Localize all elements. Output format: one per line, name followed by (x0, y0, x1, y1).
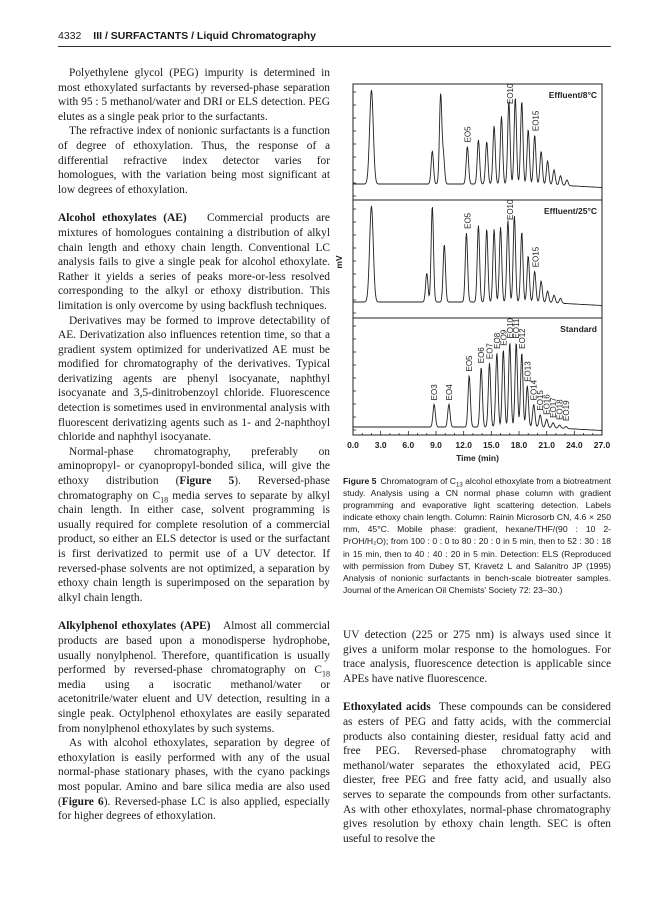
peak-label: EO5 (463, 212, 473, 229)
peak-label: EO14 (529, 379, 539, 401)
peak-label: EO13 (523, 361, 533, 382)
peak-label: EO5 (463, 126, 473, 143)
section-heading: Alkylphenol ethoxylates (APE) (58, 620, 211, 633)
page-number: 4332 (58, 30, 82, 42)
svg-text:21.0: 21.0 (538, 440, 555, 450)
svg-text:15.0: 15.0 (483, 440, 500, 450)
header-rule (58, 46, 611, 47)
running-title: III / SURFACTANTS / Liquid Chromatography (93, 30, 316, 42)
svg-text:6.0: 6.0 (402, 440, 415, 450)
section-heading: Alcohol ethoxylates (AE) (58, 212, 187, 225)
peak-label: EO15 (536, 390, 546, 411)
peak-label: EO10 (505, 199, 515, 220)
peak-label: EO3 (430, 384, 440, 401)
peak-label: EO10 (505, 318, 515, 339)
figure-5-chromatogram (330, 50, 620, 470)
peak-label: EO6 (477, 347, 487, 364)
figure-reference[interactable]: Figure 5 (179, 475, 235, 488)
paragraph: Alkylphenol ethoxylates (APE) Almost all commercial products are based upon a monodisperse hydrophobe, usually nonylphenol. Therefore, quantification is usually performed by reversed-phase chromatography on $C_{18}$ media using a isocratic methanol/water or acetonitrile/water eluent and UV detection, resulting in a single peak. Octylphenol ethoxylates are easily separated from nonylphenol ethoxylates by such systems. (58, 620, 330, 735)
paragraph: Polyethylene glycol (PEG) impurity is determined in most ethoxylated surfactants by reversed-phase separation with 95 : 5 methanol/water and DRI or ELS detection. PEG elutes as a single peak prior to the surfactants. (58, 67, 330, 123)
peak-label: EO12 (517, 328, 527, 349)
panel-label: Standard (560, 324, 597, 334)
svg-text:0.0: 0.0 (347, 440, 359, 450)
peak-label: EO7 (485, 343, 495, 360)
paragraph: Alcohol ethoxylates (AE) Commercial products are mixtures of homologues containing a distribution of alkyl chain length and ethoxy chain length. Conventional LC analysis fails to give a single peak for alcohol ethoxylate. Rather it yields a series of peaks more-or-less resolved corresponding to the alkyl or ethoxy distribution. This limitation is only overcome by using backflush techniques. (58, 212, 330, 312)
figure-reference[interactable]: Figure 6 (61, 795, 104, 808)
peak-label: EO17 (549, 397, 559, 418)
peak-label: EO5 (465, 355, 475, 372)
svg-text:Time (min): Time (min) (456, 453, 499, 463)
peak-label: EO9 (499, 329, 509, 346)
peak-label: EO15 (531, 110, 541, 132)
svg-text:24.0: 24.0 (566, 440, 583, 450)
figure-caption: Figure 5 Chromatogram of $C_{13}$ alcohol ethoxylate from a biotreatment study. Analysis using a CN normal phase column with gradient programming and evaporative light scattering detection. Labels indicate ethoxy chain length. Column: Rainin Microsorb CN, 4.6 × 250 mm, 45°C. Mobile phase: gradient, hexane/THF/(90 : 10 2-PrOH/H₂O); from 100 : 0 : 0 to 80 : 20 : 0 in 5 min, then to 52 : 30 : 18 in 15 min, then to 40 : 40 : 20 in 5 min. Detection: ELS (Reproduced with permission from Dubey ST, Kravetz L and Salanitro JP (1995) Analysis of nonionic surfactants in bench-scale biotreater samples. Journal of the American Oil Chemists' Society 72: 23–30.) (343, 476, 611, 595)
paragraph: Normal-phase chromatography, preferably on aminopropyl- or cyanopropyl-bonded silica, will give the ethoxy distribution (Figure 5). Reversed-phase chromatography on $C_{18}$ media serves to separate by alkyl chain length. In either case, solvent programming is usually required for complete resolution of a commercial product, so either an ELS detector is used or the surfactant is first derivatized to permit use of a UV detector. If reversed-phase solvents are not optimized, a separation by ethoxy chain length is superimposed on the separation by alkyl chain length. (58, 445, 330, 604)
peak-label: EO10 (505, 83, 515, 104)
chromatogram-plot (330, 50, 620, 470)
svg-text:18.0: 18.0 (510, 440, 528, 450)
paragraph: Ethoxylated acids These compounds can be considered as esters of PEG and fatty acids, with the commercial products also containing diester, residual fatty acid and free PEG. Reversed-phase chromatography with methanol/water separates the ethoxylated acid, PEG diester, free PEG and free fatty acid, and usually also serves to separate the compounds from other surfactants. As with other ethoxylates, normal-phase chromatography gives resolution by ethoxy chain length. SEC is often useful to resolve the (343, 701, 612, 845)
trace-0 (353, 90, 602, 188)
running-header (58, 30, 611, 44)
paragraph: Derivatives may be formed to improve detectability of AE. Derivatization also influences retention time, so that a gradient system optimized for underivatized AE must be modified for chromatography of the derivatives. Typical derivatizing agents are phenyl isocyanate, naphthyl isocyanate and 3,5-dinitrobenzoyl chloride. Fluorescence detection is sometimes used in environmental analysis with fluorescent derivatizing agents such as 1- and 2-naphthoyl chloride and naphthyl isocyanate. (58, 314, 330, 444)
svg-text:mV: mV (334, 255, 344, 269)
paragraph: As with alcohol ethoxylates, separation by degree of ethoxylation is easily performed with any of the usual normal-phase stationary phases, with the cyano packings most popular. Amino and bare silica media are also used (Figure 6). Reversed-phase LC is also applied, especially for higher degrees of ethoxylation. (58, 737, 330, 823)
peak-label: EO18 (555, 399, 565, 420)
svg-text:3.0: 3.0 (374, 440, 387, 450)
trace-1 (353, 206, 602, 306)
peak-label: EO15 (531, 246, 541, 268)
panel-label: Effluent/8°C (548, 90, 597, 100)
peak-label: EO8 (492, 332, 502, 349)
figure-label: Figure 5 (343, 476, 377, 486)
panel-label: Effluent/25°C (544, 206, 597, 216)
peak-label: EO19 (562, 400, 572, 421)
paragraph: The refractive index of nonionic surfactants is a function of degree of ethoxylation. Thus, the response of a differential refractive index detector varies for homologues, with the variation being most significant at low degrees of ethoxylation. (58, 125, 330, 196)
peak-label: EO4 (444, 384, 454, 401)
right-column (343, 628, 611, 846)
svg-text:27.0: 27.0 (593, 440, 611, 450)
left-column (58, 66, 330, 824)
svg-text:12.0: 12.0 (455, 440, 472, 450)
peak-label: EO11 (512, 318, 522, 339)
section-heading: Ethoxylated acids (343, 701, 431, 714)
peak-label: EO16 (542, 394, 552, 415)
paragraph: UV detection (225 or 275 nm) is always used since it gives a uniform molar response to the homologues. For trace analysis, fluorescence detection is applicable since APEs have native fluorescence. (343, 629, 611, 685)
svg-text:9.0: 9.0 (430, 440, 442, 450)
